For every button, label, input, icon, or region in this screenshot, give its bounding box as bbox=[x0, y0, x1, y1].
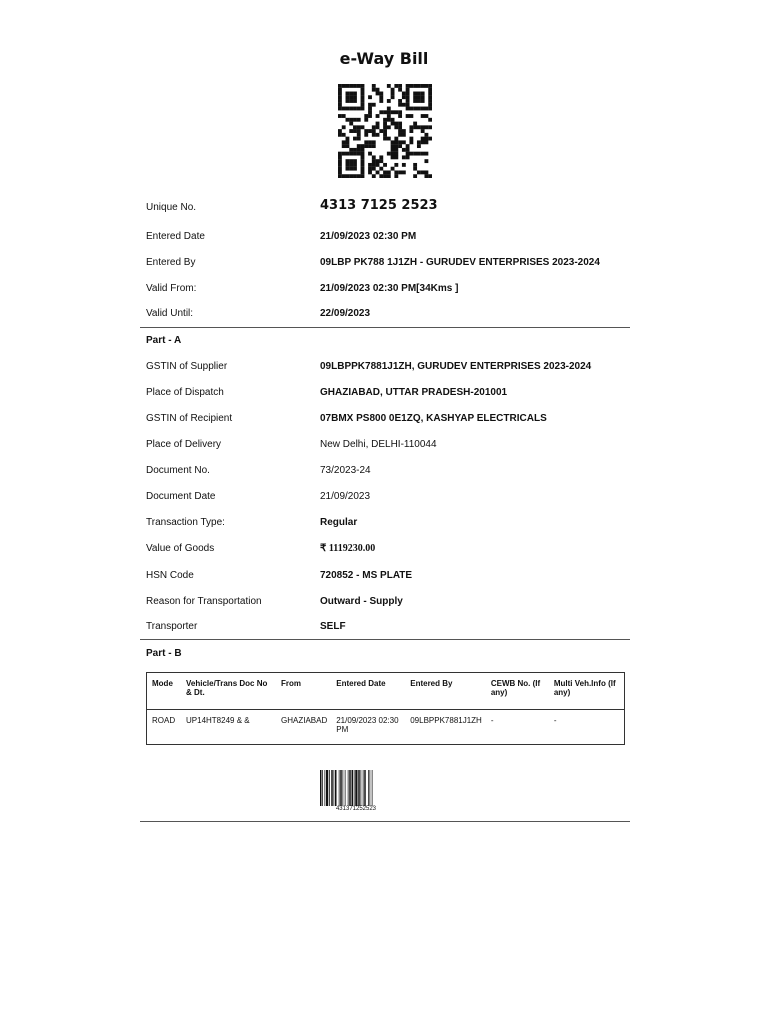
document-date-row bbox=[146, 491, 630, 511]
place-dispatch-row bbox=[146, 387, 630, 407]
part-a-heading: Part - A bbox=[146, 335, 182, 346]
part-b-heading: Part - B bbox=[146, 648, 182, 659]
hsn-code-row bbox=[146, 570, 630, 590]
gstin-recipient-value: 07BMX PS800 0E1ZQ, KASHYAP ELECTRICALS bbox=[320, 413, 547, 424]
transporter-label: Transporter bbox=[146, 621, 198, 632]
gstin-recipient-row bbox=[146, 413, 630, 433]
value-goods-label: Value of Goods bbox=[146, 543, 215, 554]
table-header-row bbox=[147, 673, 625, 710]
page-title: e-Way Bill bbox=[339, 49, 429, 68]
hsn-code-value: 720852 - MS PLATE bbox=[320, 570, 413, 581]
cell-mode: ROAD bbox=[152, 716, 176, 725]
entered-by-value: 09LBP PK788 1J1ZH - GURUDEV ENTERPRISES 2023-2024 bbox=[320, 257, 600, 268]
transaction-type-label: Transaction Type: bbox=[146, 517, 225, 528]
gstin-supplier-value: 09LBPPK7881J1ZH, GURUDEV ENTERPRISES 2023-2024 bbox=[320, 361, 592, 372]
divider bbox=[140, 639, 630, 640]
reason-transport-value: Outward - Supply bbox=[320, 596, 403, 607]
col-vehicle: Vehicle/Trans Doc No & Dt. bbox=[181, 673, 276, 710]
valid-from-value: 21/09/2023 02:30 PM[34Kms ] bbox=[320, 283, 459, 294]
document-no-label: Document No. bbox=[146, 465, 210, 476]
value-goods-value: ₹ 1119230.00 bbox=[320, 543, 376, 554]
valid-until-row bbox=[146, 308, 630, 328]
entered-date-value: 21/09/2023 02:30 PM bbox=[320, 231, 417, 242]
table-row bbox=[147, 710, 625, 745]
barcode-number: 431371252523 bbox=[335, 806, 377, 812]
unique-no-row bbox=[146, 198, 630, 222]
cell-entered-by: 09LBPPK7881J1ZH bbox=[410, 716, 482, 725]
valid-until-label: Valid Until: bbox=[146, 308, 194, 319]
cell-cewb: - bbox=[490, 716, 494, 725]
document-no-row bbox=[146, 465, 630, 485]
place-dispatch-value: GHAZIABAD, UTTAR PRADESH-201001 bbox=[320, 387, 508, 398]
cell-entered-date: 21/09/2023 02:30 PM bbox=[336, 716, 399, 734]
col-entered-by: Entered By bbox=[405, 673, 486, 710]
transaction-type-row bbox=[146, 517, 630, 537]
qr-code-icon bbox=[338, 84, 432, 178]
unique-no-value: 4313 7125 2523 bbox=[320, 198, 438, 213]
value-goods-row bbox=[146, 543, 630, 563]
transporter-value: SELF bbox=[320, 621, 346, 632]
valid-until-value: 22/09/2023 bbox=[320, 308, 371, 319]
place-delivery-value: New Delhi, DELHI-110044 bbox=[320, 439, 437, 450]
entered-by-row bbox=[146, 257, 630, 277]
entered-date-row bbox=[146, 231, 630, 251]
valid-from-row bbox=[146, 283, 630, 303]
col-from: From bbox=[276, 673, 331, 710]
entered-by-label: Entered By bbox=[146, 257, 196, 268]
cell-multi-veh: - bbox=[553, 716, 557, 725]
unique-no-label: Unique No. bbox=[146, 202, 197, 213]
col-mode: Mode bbox=[147, 673, 182, 710]
document-no-value: 73/2023-24 bbox=[320, 465, 371, 476]
reason-transport-label: Reason for Transportation bbox=[146, 596, 262, 607]
valid-from-label: Valid From: bbox=[146, 283, 197, 294]
transaction-type-value: Regular bbox=[320, 517, 358, 528]
gstin-supplier-row bbox=[146, 361, 630, 381]
transporter-row bbox=[146, 621, 630, 641]
col-multi-veh: Multi Veh.Info (If any) bbox=[549, 673, 625, 710]
hsn-code-label: HSN Code bbox=[146, 570, 194, 581]
barcode-icon bbox=[320, 770, 392, 806]
entered-date-label: Entered Date bbox=[146, 231, 205, 242]
document-date-value: 21/09/2023 bbox=[320, 491, 371, 502]
place-dispatch-label: Place of Dispatch bbox=[146, 387, 224, 398]
divider bbox=[140, 821, 630, 822]
place-delivery-row bbox=[146, 439, 630, 459]
cell-vehicle: UP14HT8249 & & bbox=[186, 716, 250, 725]
document-date-label: Document Date bbox=[146, 491, 216, 502]
col-entered-date: Entered Date bbox=[331, 673, 405, 710]
gstin-recipient-label: GSTIN of Recipient bbox=[146, 413, 233, 424]
cell-from: GHAZIABAD bbox=[281, 716, 328, 725]
gstin-supplier-label: GSTIN of Supplier bbox=[146, 361, 228, 372]
part-b-table bbox=[146, 672, 625, 745]
divider bbox=[140, 327, 630, 328]
reason-transport-row bbox=[146, 596, 630, 616]
place-delivery-label: Place of Delivery bbox=[146, 439, 222, 450]
col-cewb: CEWB No. (If any) bbox=[486, 673, 549, 710]
